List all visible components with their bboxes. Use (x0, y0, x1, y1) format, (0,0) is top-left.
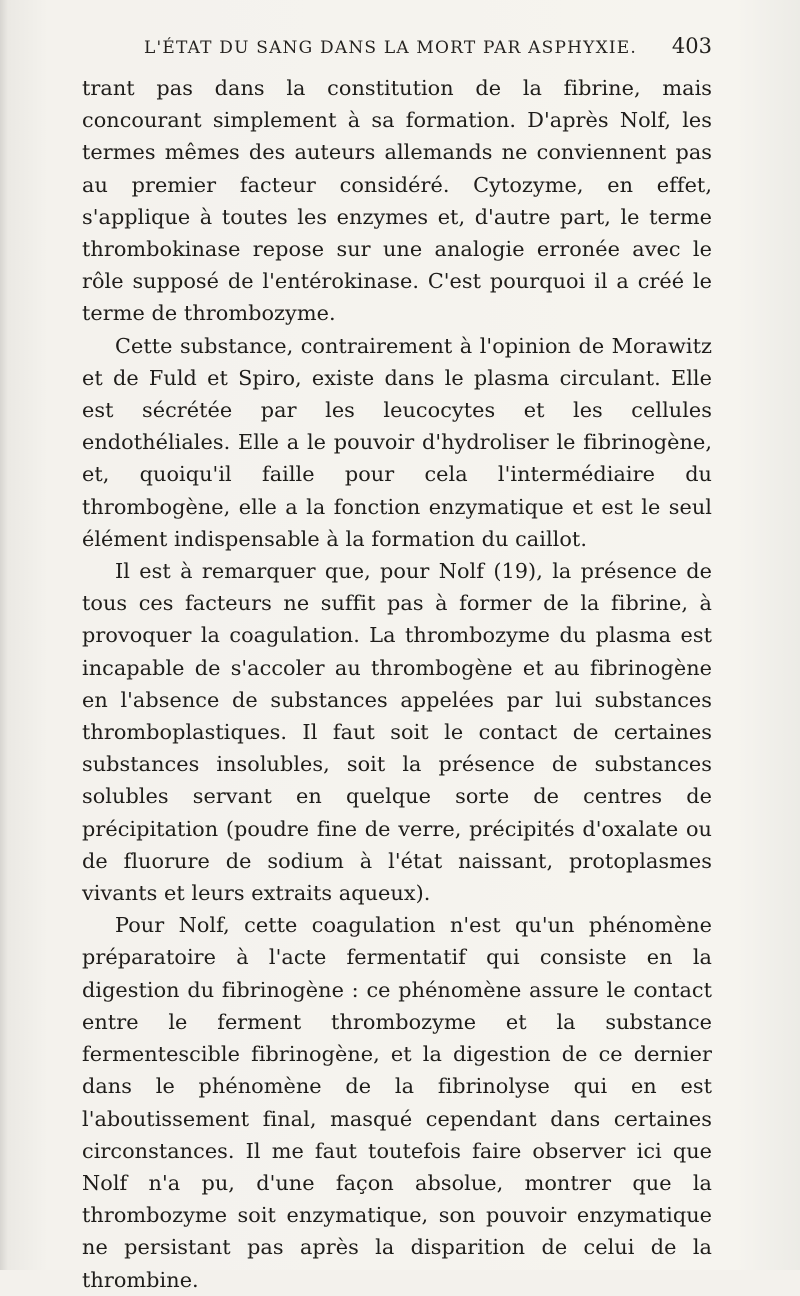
page-header (82, 34, 712, 64)
running-head: L'ÉTAT DU SANG DANS LA MORT PAR ASPHYXIE. (144, 38, 638, 58)
page-number: 403 (671, 34, 712, 58)
paragraph-thrombozyme: Cette substance, contrairement à l'opinion de Morawitz et de Fuld et Spiro, existe dans le plasma circulant. Elle est sécrétée par les leucocytes et les cellules endothéliales. Elle a le pouvoir d'hydroliser le fibrinogène, et, quoiqu'il faille pour cela l'intermédiaire du thrombogène, elle a la fonction enzymatique et est le seul élément indispensable à la formation du caillot. (82, 333, 712, 551)
body-text (82, 72, 712, 1296)
paragraph-fibrinolysis: Pour Nolf, cette coagulation n'est qu'un phénomène préparatoire à l'acte fermentatif qui consiste en la digestion du fibrinogène : ce phénomène assure le contact entre le ferment thrombozyme et la substance fermentescible fibrinogène, et la digestion de ce dernier dans le phénomène de la fibrinolyse qui en est l'aboutissement final, masqué cependant dans certaines circonstances. Il me faut toutefois faire observer ici que Nolf n'a pu, d'une façon absolue, montrer que la thrombozyme soit enzymatique, son pouvoir enzymatique ne persistant pas après la disparition de celui de la thrombine. (82, 913, 712, 1292)
page-edge-shadow (0, 0, 8, 1270)
paragraph-coagulation-factors: Il est à remarquer que, pour Nolf (19), la présence de tous ces facteurs ne suffit pas à former de la fibrine, à provoquer la coagulation. La thrombozyme du plasma est incapable de s'accoler au thrombogène et au fibrinogène en l'absence de substances appelées par lui substances thromboplastiques. Il faut soit le contact de certaines substances insolubles, soit la présence de substances solubles servant en quelque sorte de centres de précipitation (poudre fine de verre, précipités d'oxalate ou de fluorure de sodium à l'état naissant, protoplasmes vivants et leurs extraits aqueux). (82, 559, 712, 906)
paragraph-continuation: trant pas dans la constitution de la fibrine, mais concourant simplement à sa formation. D'après Nolf, les termes mêmes des auteurs allemands ne conviennent pas au premier facteur considéré. Cytozyme, en effet, s'applique à toutes les enzymes et, d'autre part, le terme thrombokinase repose sur une analogie erronée avec le rôle supposé de l'entérokinase. C'est pourquoi il a créé le terme de thrombozyme. (82, 76, 712, 326)
